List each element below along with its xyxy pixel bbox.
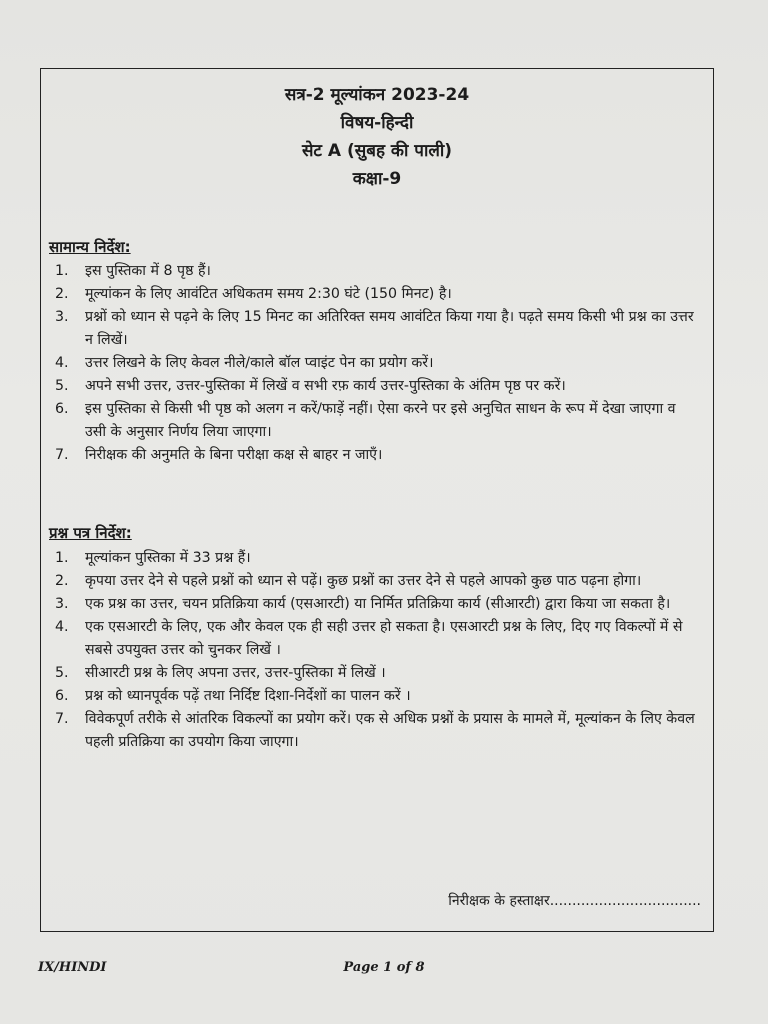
instruction-item <box>55 685 701 708</box>
instruction-item <box>55 547 701 570</box>
instruction-item <box>55 283 701 306</box>
general-instructions-heading: सामान्य निर्देश: <box>49 238 131 256</box>
paper-code: IX/HINDI <box>38 960 107 975</box>
instruction-item <box>55 375 701 398</box>
instruction-text: अपने सभी उत्तर, उत्तर-पुस्तिका में लिखें व सभी रफ़ कार्य उत्तर-पुस्तिका के अंतिम पृष्ठ पर करें। <box>85 378 566 394</box>
invigilator-signature: निरीक्षक के हस्ताक्षर.................................. <box>448 893 701 909</box>
instruction-text: कृपया उत्तर देने से पहले प्रश्नों को ध्यान से पढ़ें। कुछ प्रश्नों का उत्तर देने से पहले आपको कुछ पाठ पढ़ना होगा। <box>85 573 642 589</box>
instruction-number: 1. <box>55 550 69 566</box>
subject-title: विषय-हिन्दी <box>340 113 414 133</box>
paper-instructions-list <box>55 547 701 754</box>
instruction-item <box>55 444 701 467</box>
instruction-text: विवेकपूर्ण तरीके से आंतरिक विकल्पों का प्रयोग करें। एक से अधिक प्रश्नों के प्रयास के मामले में, मूल्यांकन के लिए केवल पहली प्रतिक्रिया का उपयोग किया जाएगा। <box>85 711 695 750</box>
instruction-number: 6. <box>55 688 69 704</box>
paper-instructions-heading: प्रश्न पत्र निर्देश: <box>49 524 132 542</box>
instruction-item <box>55 306 701 352</box>
instruction-text: निरीक्षक की अनुमति के बिना परीक्षा कक्ष से बाहर न जाएँ। <box>85 447 383 463</box>
instruction-text: एक प्रश्न का उत्तर, चयन प्रतिक्रिया कार्य (एसआरटी) या निर्मित प्रतिक्रिया कार्य (सीआरटी) द्वारा किया जा सकता है। <box>85 596 671 612</box>
instruction-text: प्रश्नों को ध्यान से पढ़ने के लिए 15 मिनट का अतिरिक्त समय आवंटित किया गया है। पढ़ते समय किसी भी प्रश्न का उत्तर न लिखें। <box>85 309 694 348</box>
instruction-item <box>55 352 701 375</box>
instruction-text: एक एसआरटी के लिए, एक और केवल एक ही सही उत्तर हो सकता है। एसआरटी प्रश्न के लिए, दिए गए विकल्पों में से सबसे उपयुक्त उत्तर को चुनकर लिखें । <box>85 619 683 658</box>
instruction-text: इस पुस्तिका से किसी भी पृष्ठ को अलग न करें/फाड़ें नहीं। ऐसा करने पर इसे अनुचित साधन के रूप में देखा जाएगा व उसी के अनुसार निर्णय लिया जाएगा। <box>85 401 676 440</box>
instruction-item <box>55 662 701 685</box>
instruction-number: 7. <box>55 447 69 463</box>
instruction-number: 4. <box>55 619 69 635</box>
page-number: Page 1 of 8 <box>343 960 425 975</box>
instructions-frame <box>40 68 714 932</box>
instruction-number: 2. <box>55 286 69 302</box>
instruction-number: 3. <box>55 309 69 325</box>
instruction-number: 7. <box>55 711 69 727</box>
class-title: कक्षा-9 <box>352 169 402 189</box>
instruction-number: 4. <box>55 355 69 371</box>
instruction-item <box>55 398 701 444</box>
instruction-number: 5. <box>55 378 69 394</box>
instruction-text: मूल्यांकन पुस्तिका में 33 प्रश्न हैं। <box>85 550 251 566</box>
instruction-item <box>55 570 701 593</box>
instruction-number: 2. <box>55 573 69 589</box>
instruction-text: इस पुस्तिका में 8 पृष्ठ हैं। <box>85 263 211 279</box>
instruction-text: मूल्यांकन के लिए आवंटित अधिकतम समय 2:30 घंटे (150 मिनट) है। <box>85 286 452 302</box>
instruction-text: प्रश्न को ध्यानपूर्वक पढ़ें तथा निर्दिष्ट दिशा-निर्देशों का पालन करें । <box>85 688 411 704</box>
instruction-number: 6. <box>55 401 69 417</box>
instruction-text: उत्तर लिखने के लिए केवल नीले/काले बॉल प्वाइंट पेन का प्रयोग करें। <box>85 355 434 371</box>
instruction-item <box>55 260 701 283</box>
instruction-number: 5. <box>55 665 69 681</box>
general-instructions-list <box>55 260 701 467</box>
session-title: सत्र-2 मूल्यांकन 2023-24 <box>284 85 470 105</box>
instruction-number: 1. <box>55 263 69 279</box>
instruction-number: 3. <box>55 596 69 612</box>
instruction-item <box>55 593 701 616</box>
instruction-item <box>55 616 701 662</box>
instruction-item <box>55 708 701 754</box>
instruction-text: सीआरटी प्रश्न के लिए अपना उत्तर, उत्तर-पुस्तिका में लिखें । <box>85 665 386 681</box>
set-title: सेट A (सुबह की पाली) <box>301 141 453 161</box>
